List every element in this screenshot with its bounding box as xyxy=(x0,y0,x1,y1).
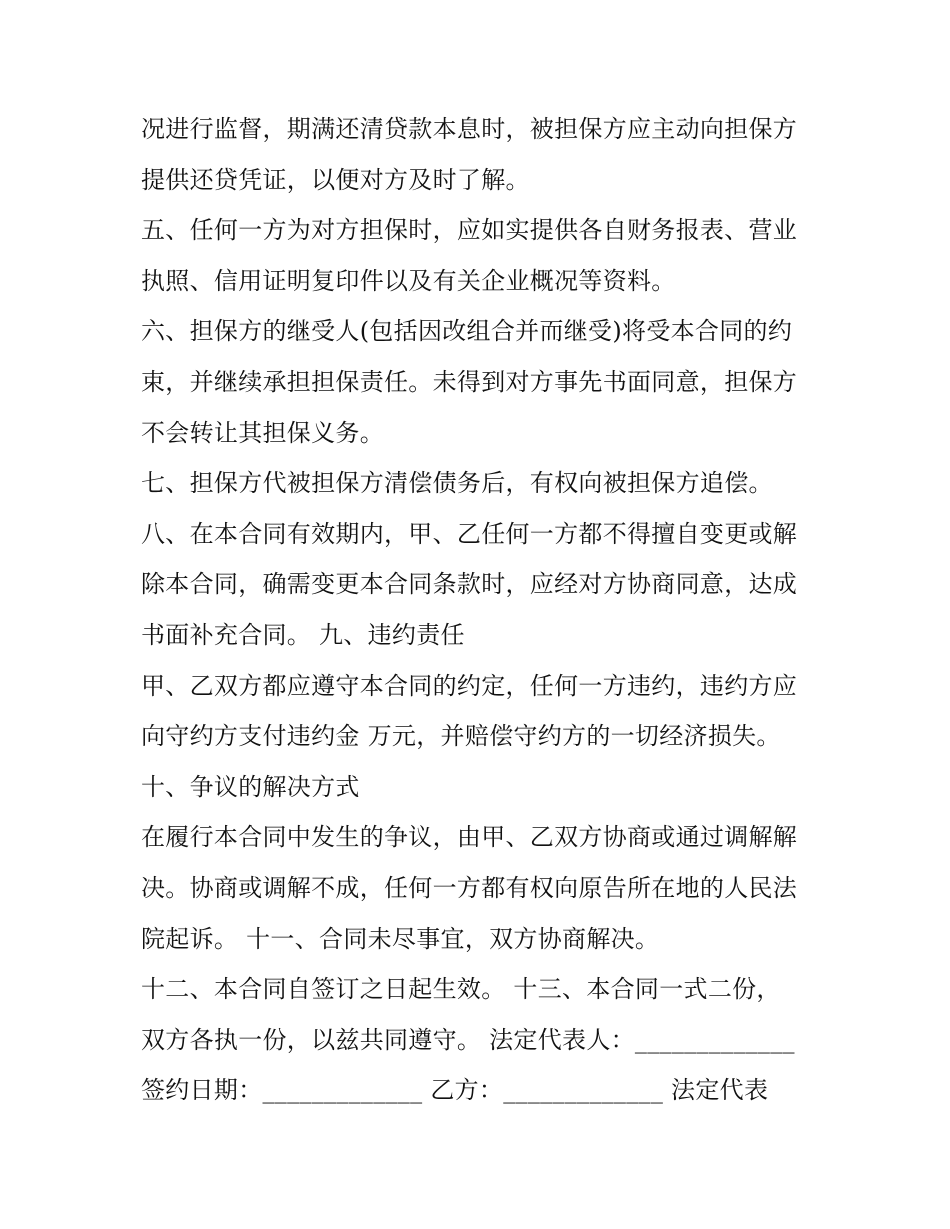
text-line: 在履行本合同中发生的争议，由甲、乙双方协商或通过调解解 xyxy=(141,823,798,852)
text-line: 签约日期：_____________ 乙方：_____________ 法定代表 xyxy=(141,1076,769,1105)
text-line: 况进行监督，期满还清贷款本息时，被担保方应主动向担保方 xyxy=(141,115,798,143)
text-line: 十、争议的解决方式 xyxy=(141,772,360,801)
text-line: 甲、乙双方都应遵守本合同的约定，任何一方违约，违约方应 xyxy=(141,671,798,700)
text-line: 提供还贷凭证，以便对方及时了解。 xyxy=(141,165,530,194)
text-line: 双方各执一份，以兹共同遵守。 法定代表人：_____________ xyxy=(141,1025,795,1054)
text-line: 十二、本合同自签订之日起生效。 十三、本合同一式二份， xyxy=(141,975,781,1004)
text-line: 执照、信用证明复印件以及有关企业概况等资料。 xyxy=(141,266,676,295)
text-line: 五、任何一方为对方担保时，应如实提供各自财务报表、营业 xyxy=(141,216,798,245)
text-line: 决。协商或调解不成，任何一方都有权向原告所在地的人民法 xyxy=(141,873,798,902)
text-line: 除本合同，确需变更本合同条款时，应经对方协商同意，达成 xyxy=(141,570,798,599)
text-line: 书面补充合同。 九、违约责任 xyxy=(141,620,465,649)
text-line: 向守约方支付违约金 万元，并赔偿守约方的一切经济损失。 xyxy=(141,722,781,751)
text-line: 六、担保方的继受人(包括因改组合并而继受)将受本合同的约 xyxy=(141,317,793,346)
text-line: 院起诉。 十一、合同未尽事宜，双方协商解决。 xyxy=(141,924,660,953)
contract-body-text xyxy=(141,104,821,1116)
text-line: 不会转让其担保义务。 xyxy=(141,418,384,447)
text-line: 七、担保方代被担保方清偿债务后，有权向被担保方追偿。 xyxy=(141,469,773,498)
text-line: 束，并继续承担担保责任。未得到对方事先书面同意，担保方 xyxy=(141,367,798,396)
text-line: 八、在本合同有效期内，甲、乙任何一方都不得擅自变更或解 xyxy=(141,519,798,548)
